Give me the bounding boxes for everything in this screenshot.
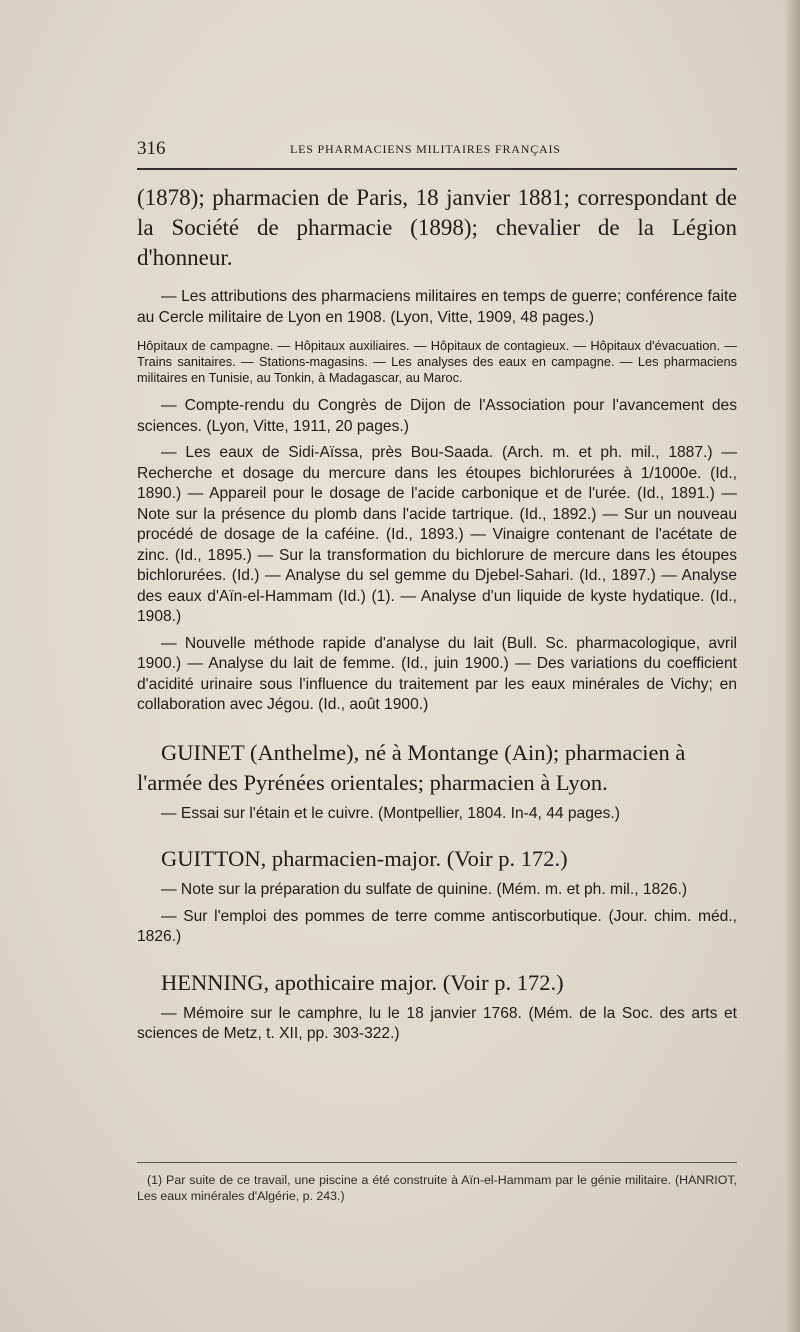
work-summary: Hôpitaux de campagne. — Hôpitaux auxiliaires. — Hôpitaux de contagieux. — Hôpitaux d'évacuation. — Trains sanitaires. — Stations-magasins. — Les analyses des eaux en campagne. — Les pharmaciens militaires en Tunisie, au Tonkin, à Madagascar, au Maroc. (137, 338, 737, 385)
work-entry: — Les attributions des pharmaciens militaires en temps de guerre; conférence faite au Cercle militaire de Lyon en 1908. (Lyon, Vitte, 1909, 48 pages.) (137, 288, 737, 326)
work-entry: — Essai sur l'étain et le cuivre. (Montpellier, 1804. In-4, 44 pages.) (161, 804, 620, 822)
page-edge-shadow (786, 0, 800, 1332)
biography-entry-henning: HENNING, apothicaire major. (Voir p. 172.) (161, 969, 564, 995)
footnote: (1) Par suite de ce travail, une piscine a été construite à Aïn-el-Hammam par le génie militaire. (HANRIOT, Les eaux minérales d'Algérie, p. 243.) (137, 1173, 737, 1203)
work-entry: — Compte-rendu du Congrès de Dijon de l'Association pour l'avancement des sciences. (Lyon, Vitte, 1911, 20 pages.) (137, 397, 737, 435)
page-header (137, 138, 737, 162)
work-entry: — Mémoire sur le camphre, lu le 18 janvier 1768. (Mém. de la Soc. des arts et sciences de Metz, t. XII, pp. 303-322.) (137, 1004, 737, 1042)
work-entry: — Note sur la préparation du sulfate de quinine. (Mém. m. et ph. mil., 1826.) (161, 881, 688, 898)
work-entry: — Nouvelle méthode rapide d'analyse du lait (Bull. Sc. pharmacologique, avril 1900.) — Analyse du lait de femme. (Id., juin 1900.) — Des variations du coefficient d'acidité urinaire sous l'influence du traitement par les eaux minérales de Vichy; en collaboration avec Jégou. (Id., août 1900.) (137, 634, 737, 713)
main-text (137, 183, 737, 1045)
work-entry: — Les eaux de Sidi-Aïssa, près Bou-Saada. (Arch. m. et ph. mil., 1887.) — Recherche et dosage du mercure dans les étoupes bichlorurées à 1/1000e. (Id., 1890.) — Appareil pour le dosage de l'acide carbonique et de l'urée. (Id., 1891.) — Note sur la présence du plomb dans l'acide tartrique. (Id., 1892.) — Sur un nouveau procédé de dosage de la caféine. (Id., 1893.) — Vinaigre contenant de l'acétate de zinc. (Id., 1895.) — Sur la transformation du bichlorure de mercure dans les étoupes bichlorurées. (Id.) — Analyse du sel gemme du Djebel-Sahari. (Id., 1897.) — Analyse des eaux d'Aïn-el-Hammam (Id.) (1). — Analyse d'un liquide de kyste hydatique. (Id., 1908.) (137, 444, 737, 625)
page-number: 316 (137, 138, 166, 159)
entry-continuation: (1878); pharmacien de Paris, 18 janvier 1881; correspondant de la Société de pharmacie (1898); chevalier de la Légion d'honneur. (137, 185, 737, 270)
footnote-rule (137, 1162, 737, 1163)
header-rule (137, 168, 737, 170)
work-entry: — Sur l'emploi des pommes de terre comme antiscorbutique. (Jour. chim. méd., 1826.) (137, 907, 737, 945)
biography-entry-guitton: GUITTON, pharmacien-major. (Voir p. 172.) (161, 846, 568, 871)
running-head: LES PHARMACIENS MILITAIRES FRANÇAIS (290, 142, 561, 156)
biography-entry-guinet: GUINET (Anthelme), né à Montange (Ain); pharmacien à l'armée des Pyrénées orientales; pharmacien à Lyon. (137, 739, 686, 795)
